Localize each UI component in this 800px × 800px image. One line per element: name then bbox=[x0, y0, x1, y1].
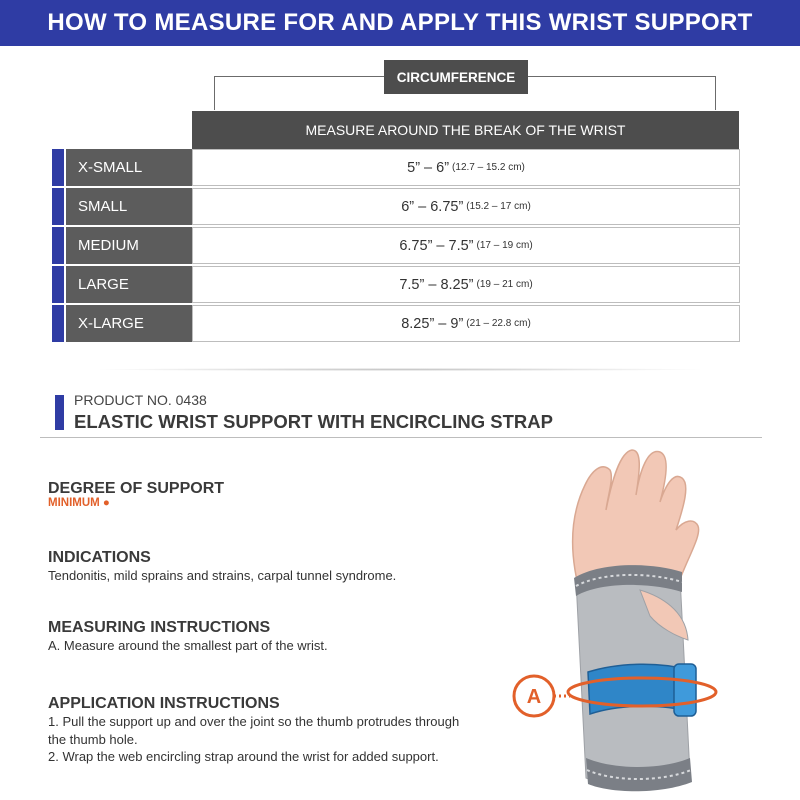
size-row-large bbox=[52, 266, 740, 303]
section-divider-shadow bbox=[90, 368, 710, 371]
size-inches: 8.25” – 9” bbox=[401, 315, 464, 332]
row-accent-bar bbox=[52, 227, 64, 264]
measuring-text: A. Measure around the smallest part of the wrist. bbox=[48, 638, 328, 653]
size-cm: (15.2 – 17 cm) bbox=[466, 201, 531, 212]
row-accent-bar bbox=[52, 188, 64, 225]
size-row-medium bbox=[52, 227, 740, 264]
indications-title: INDICATIONS bbox=[48, 549, 151, 566]
size-cm: (19 – 21 cm) bbox=[476, 279, 533, 290]
strap-tab bbox=[674, 664, 696, 716]
application-step-2: 2. Wrap the web encircling strap around the wrist for added support. bbox=[48, 749, 439, 764]
row-accent-bar bbox=[52, 305, 64, 342]
size-cm: (17 – 19 cm) bbox=[476, 240, 533, 251]
wrist-support-illustration bbox=[490, 440, 800, 800]
degree-value: MINIMUM ● bbox=[48, 497, 110, 509]
marker-a-label: A bbox=[526, 686, 542, 708]
size-inches: 6” – 6.75” bbox=[401, 198, 464, 215]
size-inches: 7.5” – 8.25” bbox=[399, 276, 474, 293]
degree-title: DEGREE OF SUPPORT bbox=[48, 480, 225, 497]
size-measurement bbox=[192, 149, 740, 186]
page-banner-title: HOW TO MEASURE FOR AND APPLY THIS WRIST SUPPORT bbox=[0, 0, 800, 46]
product-divider bbox=[40, 437, 762, 438]
size-row-small bbox=[52, 188, 740, 225]
size-label: LARGE bbox=[66, 266, 241, 303]
application-title: APPLICATION INSTRUCTIONS bbox=[48, 695, 280, 712]
size-label: MEDIUM bbox=[66, 227, 241, 264]
size-row-xsmall bbox=[52, 149, 740, 186]
size-label: X-LARGE bbox=[66, 305, 241, 342]
size-cm: (21 – 22.8 cm) bbox=[466, 318, 531, 329]
product-name: ELASTIC WRIST SUPPORT WITH ENCIRCLING STRAP bbox=[74, 411, 553, 432]
size-inches: 6.75” – 7.5” bbox=[399, 237, 474, 254]
size-inches: 5” – 6” bbox=[407, 159, 450, 176]
size-row-xlarge bbox=[52, 305, 740, 342]
measuring-title: MEASURING INSTRUCTIONS bbox=[48, 619, 271, 636]
product-accent-bar bbox=[55, 395, 64, 430]
circumference-label: CIRCUMFERENCE bbox=[384, 60, 528, 94]
size-measurement bbox=[192, 305, 740, 342]
size-cm: (12.7 – 15.2 cm) bbox=[452, 162, 525, 173]
size-measurement bbox=[192, 266, 740, 303]
size-label: SMALL bbox=[66, 188, 241, 225]
size-label: X-SMALL bbox=[66, 149, 241, 186]
measure-column-header: MEASURE AROUND THE BREAK OF THE WRIST bbox=[192, 111, 739, 149]
application-step-1: 1. Pull the support up and over the joint so the thumb protrudes through the thumb hole. bbox=[48, 714, 460, 747]
row-accent-bar bbox=[52, 266, 64, 303]
size-measurement bbox=[192, 188, 740, 225]
size-measurement bbox=[192, 227, 740, 264]
row-accent-bar bbox=[52, 149, 64, 186]
indications-text: Tendonitis, mild sprains and strains, carpal tunnel syndrome. bbox=[48, 568, 397, 583]
product-number: PRODUCT NO. 0438 bbox=[74, 392, 207, 408]
